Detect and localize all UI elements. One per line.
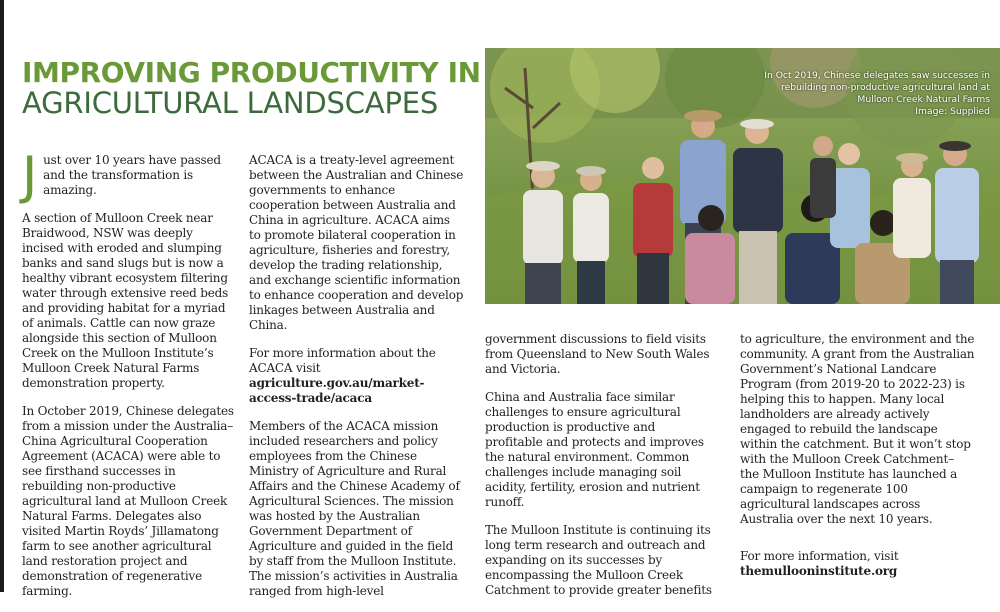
institute-link[interactable]: themullooninstitute.org	[740, 564, 898, 578]
article-photo	[485, 48, 1000, 304]
paragraph: China and Australia face similar challenges to ensure agricultural production is productive and profitable and protects and improves the natural environment. Common challenges include managing soil acidity, fertility, erosion and nutrient runoff.	[485, 390, 704, 509]
paragraph: In October 2019, Chinese delegates from a mission under the Australia–China Agricultural Cooperation Agreement (ACACA) were able to see firsthand successes in rebuilding non-productive agricultural land at Mulloon Creek Natural Farms. Delegates also visited Martin Royds’ Jillamatong farm to see another agricultural land restoration project and demonstration of regenerative farming.	[22, 404, 234, 598]
paragraph: The Mulloon Institute is continuing its long term research and outreach and expanding on its successes by encompassing the Mulloon Creek Catchment to provide greater benefits	[485, 523, 712, 597]
page-edge	[0, 0, 4, 592]
paragraph: A section of Mulloon Creek near Braidwood, NSW was deeply incised with eroded and slumping banks and sand slugs but is now a healthy vibrant ecosystem filtering water through extensive reed beds and providing habitat for a myriad of animals. Cattle can now graze alongside this section of Mulloon Creek on the Mulloon Institute’s Mulloon Creek Natural Farms demonstration property.	[22, 211, 229, 390]
caption-credit: Image: Supplied	[915, 106, 990, 117]
article-title	[22, 58, 481, 118]
more-info-paragraph	[740, 549, 975, 579]
paragraph: Members of the ACACA mission included researchers and policy employees from the Chinese Ministry of Agriculture and Rural Affairs and the Chinese Academy of Agricultural Sciences. The mission was hosted by the Australian Government Department of Agriculture and guided in the field by staff from the Mulloon Institute. The mission’s activities in Australia ranged from high-level	[249, 419, 460, 598]
caption-line: In Oct 2019, Chinese delegates saw successes in	[764, 70, 990, 81]
column-1	[22, 146, 236, 612]
column-3	[485, 332, 713, 611]
acaca-link[interactable]: agriculture.gov.au/market-access-trade/acaca	[249, 376, 425, 405]
paragraph: ACACA is a treaty-level agreement between the Australian and Chinese governments to enhance cooperation between Australia and China in agriculture. ACACA aims to promote bilateral cooperation in agriculture, fisheries and forestry, develop the trading relationship, and exchange scientific information to enhance cooperation and develop linkages between Australia and China.	[249, 153, 464, 332]
column-2	[249, 153, 465, 612]
title-line-2: AGRICULTURAL LANDSCAPES	[22, 86, 439, 120]
more-info-text: For more information, visit	[740, 549, 899, 563]
caption-line: Mulloon Creek Natural Farms	[857, 94, 990, 105]
intro-text: ust over 10 years have passed and the transformation is amazing.	[43, 153, 221, 197]
acaca-info-text: For more information about the ACACA visit	[249, 346, 436, 375]
caption-line: rebuilding non-productive agricultural land at	[781, 82, 990, 93]
paragraph: government discussions to field visits from Queensland to New South Wales and Victoria.	[485, 332, 710, 376]
intro-paragraph	[22, 146, 236, 206]
paragraph: to agriculture, the environment and the community. A grant from the Australian Government’s National Landcare Program (from 2019-20 to 2022-23) is helping this to happen. Many local landholders are already actively engaged to rebuild the landscape within the catchment. But it won’t stop with the Mulloon Creek Catchment– the Mulloon Institute has launched a campaign to regenerate 100 agricultural landscapes across Australia over the next 10 years.	[740, 332, 975, 526]
dropcap: J	[22, 146, 38, 206]
title-line-1: IMPROVING PRODUCTIVITY IN	[22, 56, 481, 89]
column-4	[740, 332, 975, 592]
photo-caption	[700, 70, 990, 118]
acaca-info-paragraph	[249, 346, 465, 406]
